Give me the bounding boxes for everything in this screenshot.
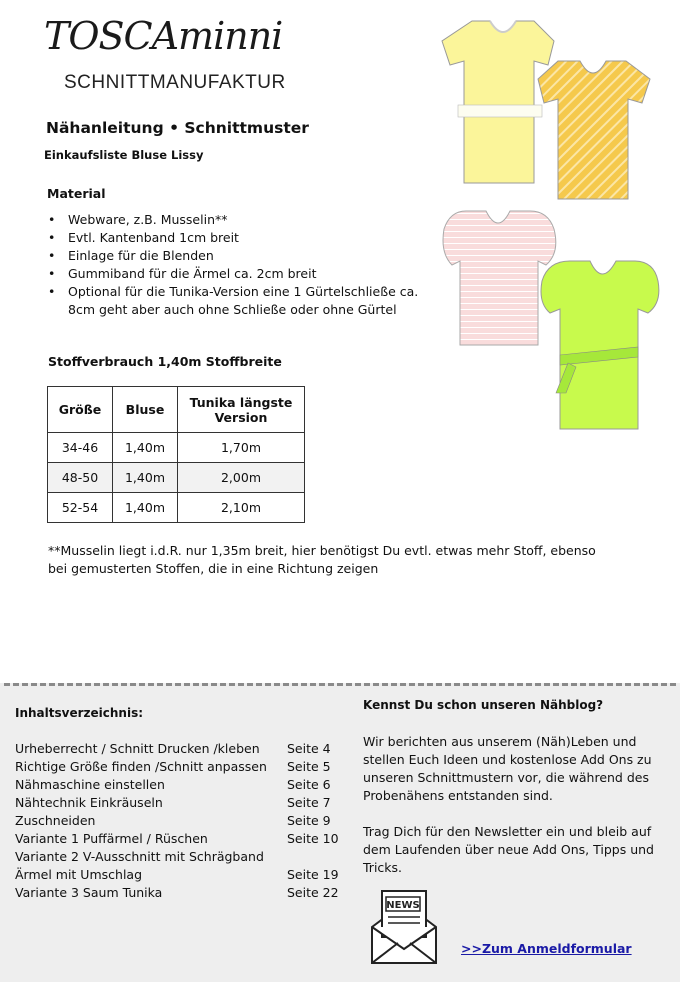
- toc-entry: [15, 794, 345, 812]
- table-header-row: [48, 387, 305, 433]
- table-cell: 2,00m: [178, 463, 305, 493]
- material-heading: Material: [47, 186, 106, 201]
- toc-entry: [15, 830, 345, 848]
- toc-entry-label: Variante 3 Saum Tunika: [15, 885, 163, 900]
- table-cell: 34-46: [48, 433, 113, 463]
- toc-entry-page: Seite 6: [287, 777, 331, 792]
- toc-entry-label: Variante 1 Puffärmel / Rüschen: [15, 831, 208, 846]
- table-row: [48, 493, 305, 523]
- table-cell: 2,10m: [178, 493, 305, 523]
- toc-entry-page: Seite 10: [287, 831, 339, 846]
- green-tunic-illustration: [541, 261, 659, 429]
- blog-paragraph: Wir berichten aus unserem (Näh)Leben und stellen Euch Ideen und kostenlose Add Ons zu unseren Schnittmustern vor, die während des Probenähens entstanden sind.: [363, 734, 652, 803]
- toc-entry-label: Ärmel mit Umschlag: [15, 867, 143, 882]
- toc-entry-label: Nähtechnik Einkräuseln: [15, 795, 163, 810]
- material-item: • Einlage für die Blenden: [46, 247, 446, 265]
- newsletter-signup-link[interactable]: >>Zum Anmeldformular: [461, 941, 632, 956]
- blog-heading: Kennst Du schon unseren Nähblog?: [363, 698, 604, 712]
- material-list: [46, 211, 446, 319]
- toc-entry-label: Richtige Größe finden /Schnitt anpassen: [15, 759, 267, 774]
- toc-entry-page: Seite 7: [287, 795, 331, 810]
- fabric-table: [47, 386, 305, 523]
- toc-entry: [15, 740, 345, 758]
- newsletter-paragraph: Trag Dich für den Newsletter ein und bleib auf dem Laufenden über neue Add Ons, Tipps und Tricks.: [363, 824, 654, 875]
- column-header: Tunika längste Version: [178, 387, 305, 433]
- toc-entry-label: Urheberrecht / Schnitt Drucken /kleben: [15, 741, 260, 756]
- toc-heading: Inhaltsverzeichnis:: [15, 706, 144, 720]
- toc-entry-label: Variante 2 V-Ausschnitt mit Schrägband: [15, 849, 264, 864]
- table-of-contents: [15, 740, 345, 902]
- toc-entry: [15, 848, 345, 866]
- pink-shirt-illustration: [443, 211, 556, 345]
- toc-entry-page: Seite 4: [287, 741, 331, 756]
- yellow-tunic-illustration: [442, 21, 554, 183]
- toc-entry-page: Seite 22: [287, 885, 339, 900]
- toc-entry: [15, 776, 345, 794]
- table-cell: 52-54: [48, 493, 113, 523]
- shirt-illustrations: [430, 15, 670, 435]
- newsletter-envelope-icon: [368, 889, 440, 969]
- document-title: Nähanleitung • Schnittmuster: [46, 119, 309, 137]
- toc-entry: [15, 884, 345, 902]
- toc-entry-label: Zuschneiden: [15, 813, 96, 828]
- table-cell: 1,70m: [178, 433, 305, 463]
- table-row: [48, 463, 305, 493]
- document-subtitle: Einkaufsliste Bluse Lissy: [44, 148, 204, 162]
- table-cell: 1,40m: [113, 493, 178, 523]
- table-cell: 48-50: [48, 463, 113, 493]
- column-header: Bluse: [113, 387, 178, 433]
- dashed-divider: [4, 683, 676, 686]
- fabric-heading: Stoffverbrauch 1,40m Stoffbreite: [48, 354, 282, 369]
- toc-entry: [15, 812, 345, 830]
- toc-entry-page: Seite 9: [287, 813, 331, 828]
- table-row: [48, 433, 305, 463]
- column-header: Größe: [48, 387, 113, 433]
- brand-tagline: SCHNITTMANUFAKTUR: [64, 72, 286, 93]
- material-item: • Evtl. Kantenband 1cm breit: [46, 229, 446, 247]
- table-cell: 1,40m: [113, 433, 178, 463]
- striped-shirt-illustration: [538, 61, 650, 199]
- material-item: • Gummiband für die Ärmel ca. 2cm breit: [46, 265, 446, 283]
- toc-entry: [15, 866, 345, 884]
- fabric-footnote: **Musselin liegt i.d.R. nur 1,35m breit, hier benötigst Du evtl. etwas mehr Stoff, ebenso bei gemusterten Stoffen, die in eine Richtung zeigen: [48, 543, 596, 576]
- material-item: • Webware, z.B. Musselin**: [46, 211, 446, 229]
- toc-entry-page: Seite 19: [287, 867, 339, 882]
- news-icon-label: NEWS: [386, 900, 420, 911]
- toc-entry-label: Nähmaschine einstellen: [15, 777, 165, 792]
- table-cell: 1,40m: [113, 463, 178, 493]
- brand-logo: TOSCAminni: [44, 14, 283, 58]
- material-item: • Optional für die Tunika-Version eine 1 Gürtelschließe ca. 8cm geht aber auch ohne Schließe oder ohne Gürtel: [46, 283, 446, 319]
- toc-entry: [15, 758, 345, 776]
- toc-entry-page: Seite 5: [287, 759, 331, 774]
